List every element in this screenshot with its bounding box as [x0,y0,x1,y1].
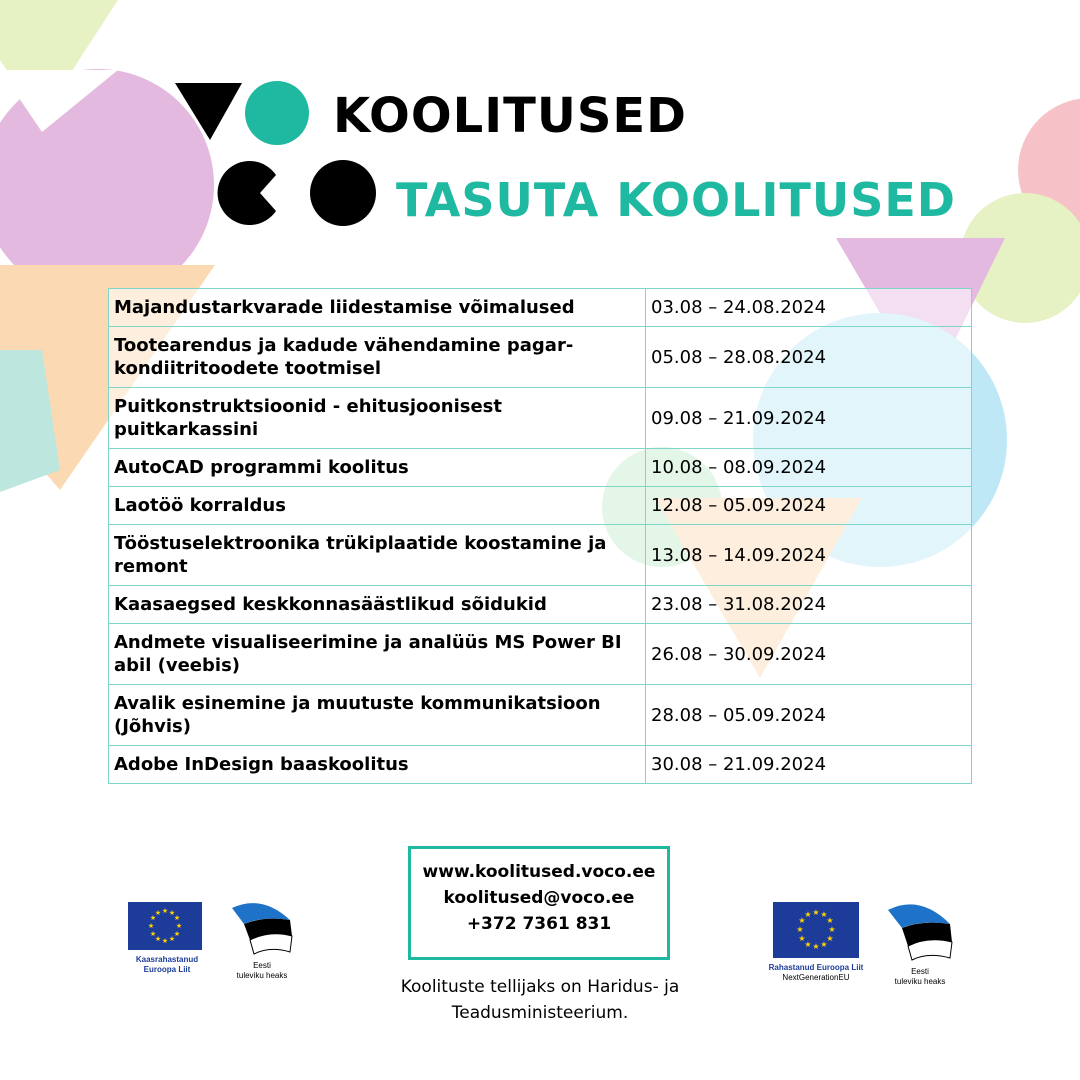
course-dates: 23.08 – 31.08.2024 [646,586,972,624]
course-dates: 05.08 – 28.08.2024 [646,327,972,388]
svg-text:★: ★ [149,914,157,922]
course-name: Puitkonstruktsioonid - ehitusjoonisest puitkarkassini [109,388,646,449]
phone-number[interactable]: +372 7361 831 [466,914,612,934]
table-row [109,388,972,449]
logo-v-shape [175,83,242,140]
course-name: Tööstuselektroonika trükiplaatide koostamine ja remont [109,525,646,586]
svg-text:★: ★ [161,937,169,945]
estonia-flag-wave-icon [222,898,302,956]
svg-text:★: ★ [796,925,804,934]
logo-o-black [310,160,376,226]
table-row [109,327,972,388]
table-row [109,685,972,746]
table-row [109,746,972,784]
svg-text:★: ★ [820,910,828,919]
svg-text:★: ★ [147,922,155,930]
table-row [109,449,972,487]
commissioner-line-1: Koolituste tellijaks on Haridus- ja [400,977,680,997]
svg-text:★: ★ [798,916,806,925]
course-name: Majandustarkvarade liidestamise võimalused [109,289,646,327]
estonia-logo-caption-1: Eesti [911,967,929,976]
eu-logo-caption-2: NextGenerationEU [782,973,850,982]
commissioner-line-2: Teadusministeerium. [451,1003,629,1023]
table-row [109,624,972,685]
svg-text:★: ★ [161,907,169,915]
course-dates: 28.08 – 05.09.2024 [646,685,972,746]
svg-text:★: ★ [826,916,834,925]
course-name: Laotöö korraldus [109,487,646,525]
estonia-logo-caption-1: Eesti [253,961,271,970]
course-table [108,288,972,784]
svg-text:★: ★ [168,909,176,917]
estonia-flag-wave-icon [880,900,960,962]
email-link[interactable]: koolitused@voco.ee [443,888,635,908]
commissioner-text [340,974,740,1026]
svg-text:★: ★ [175,922,183,930]
svg-text:★: ★ [154,935,162,943]
svg-text:★: ★ [154,909,162,917]
logo-o-teal [245,81,309,145]
svg-text:★: ★ [812,908,820,917]
estonia-logo-caption-2: tuleviku heaks [236,971,288,980]
eu-logo-caption-2: Euroopa Liit [143,965,191,974]
course-dates: 13.08 – 14.09.2024 [646,525,972,586]
course-dates: 12.08 – 05.09.2024 [646,487,972,525]
svg-text:★: ★ [820,940,828,949]
course-dates: 09.08 – 21.09.2024 [646,388,972,449]
course-name: Tootearendus ja kadude vähendamine pagar-kondiitritoodete tootmisel [109,327,646,388]
course-name: Kaasaegsed keskkonnasäästlikud sõidukid [109,586,646,624]
website-link[interactable]: www.koolitused.voco.ee [422,862,656,882]
svg-text:★: ★ [804,910,812,919]
eu-nextgen-logo [766,902,866,983]
course-name: Avalik esinemine ja muutuste kommunikatsioon (Jõhvis) [109,685,646,746]
svg-text:★: ★ [798,934,806,943]
logo-c-shape [218,161,276,225]
svg-text:★: ★ [828,925,836,934]
estonia-future-logo [880,900,960,987]
course-dates: 10.08 – 08.09.2024 [646,449,972,487]
eu-logo-caption-1: Rahastanud Euroopa Liit [768,963,864,972]
course-name: AutoCAD programmi koolitus [109,449,646,487]
table-row [109,586,972,624]
contact-box [408,846,670,960]
table-row [109,289,972,327]
eu-logo-caption-1: Kaasrahastanud [135,955,199,964]
eu-flag-icon [773,902,859,958]
svg-text:★: ★ [173,930,181,938]
svg-text:★: ★ [149,930,157,938]
estonia-logo-caption-2: tuleviku heaks [894,977,946,986]
table-row [109,487,972,525]
eu-flag-icon [128,902,202,950]
course-dates: 30.08 – 21.09.2024 [646,746,972,784]
svg-text:★: ★ [173,914,181,922]
brand-subtitle: TASUTA KOOLITUSED [396,173,956,227]
svg-text:★: ★ [812,942,820,951]
svg-text:★: ★ [168,935,176,943]
course-name: Andmete visualiseerimine ja analüüs MS Power BI abil (veebis) [109,624,646,685]
svg-text:★: ★ [804,940,812,949]
table-row [109,525,972,586]
svg-text:★: ★ [826,934,834,943]
eu-cofunded-logo [128,902,206,975]
course-name: Adobe InDesign baaskoolitus [109,746,646,784]
course-dates: 03.08 – 24.08.2024 [646,289,972,327]
estonia-future-logo [222,898,302,981]
brand-title: KOOLITUSED [333,88,688,144]
course-dates: 26.08 – 30.09.2024 [646,624,972,685]
